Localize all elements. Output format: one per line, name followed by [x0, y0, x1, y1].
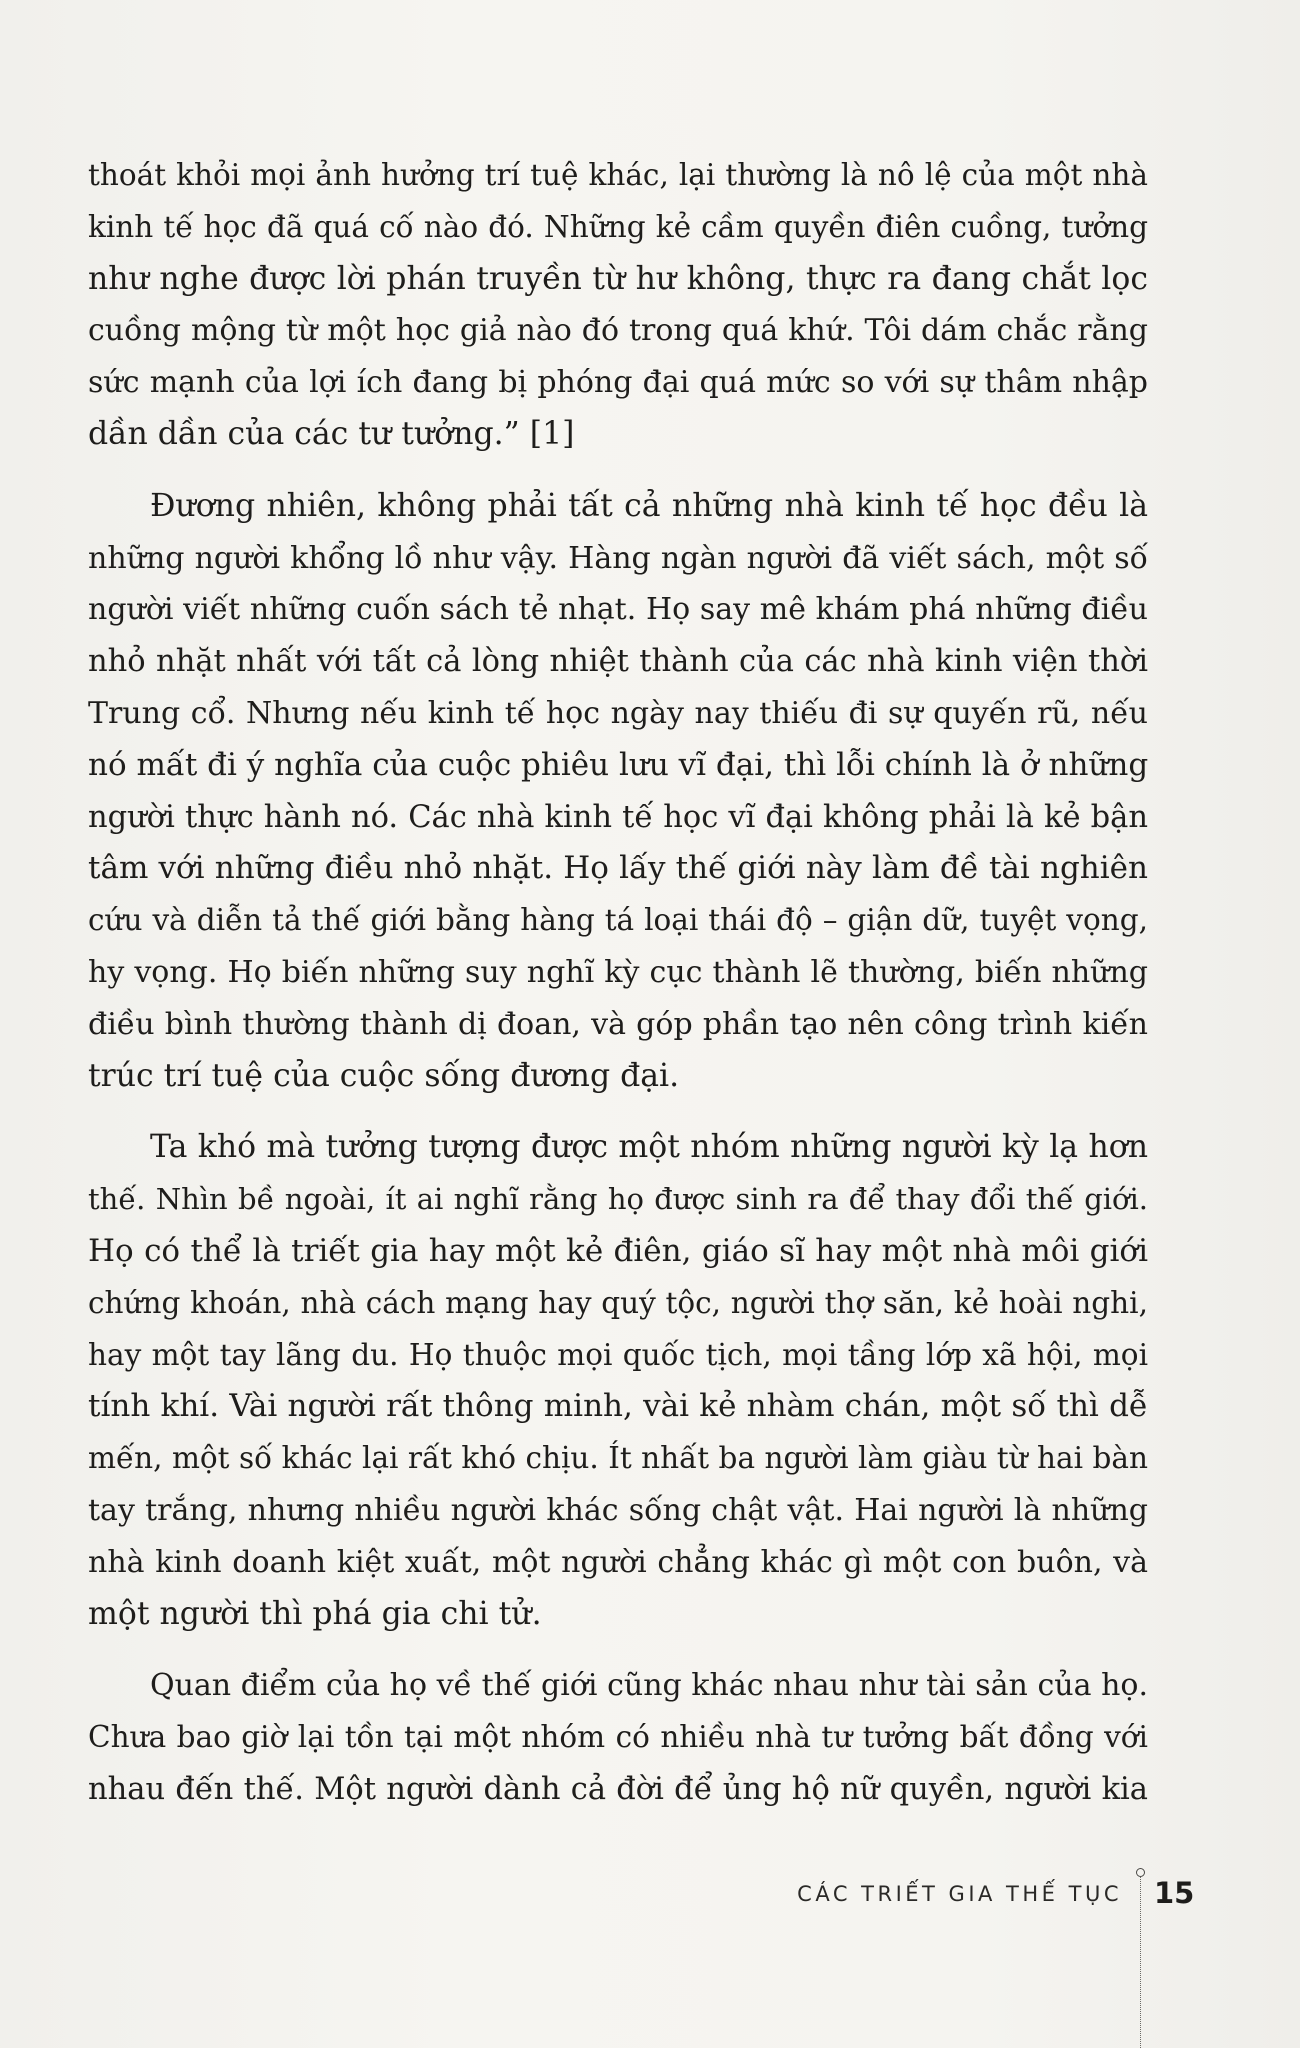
paragraph	[88, 481, 1148, 1103]
text-line: tính khí. Vài người rất thông minh, vài kẻ nhàm chán, một số thì dễ	[88, 1388, 1148, 1425]
text-line: người thực hành nó. Các nhà kinh tế học vĩ đại không phải là kẻ bận	[88, 799, 1148, 835]
body-text	[88, 150, 1148, 1836]
paragraph	[88, 1660, 1148, 1815]
text-line: dần dần của các tư tưởng.” [1]	[88, 415, 575, 452]
text-line: thoát khỏi mọi ảnh hưởng trí tuệ khác, lại thường là nô lệ của một nhà	[88, 158, 1148, 192]
text-line: nhỏ nhặt nhất với tất cả lòng nhiệt thành của các nhà kinh viện thời	[88, 644, 1148, 680]
text-line: Trung cổ. Nhưng nếu kinh tế học ngày nay thiếu đi sự quyến rũ, nếu	[88, 695, 1148, 731]
text-line: nhau đến thế. Một người dành cả đời để ủng hộ nữ quyền, người kia	[88, 1771, 1148, 1807]
text-line: điều bình thường thành dị đoan, và góp phần tạo nên công trình kiến	[88, 1006, 1148, 1042]
text-line: một người thì phá gia chi tử.	[88, 1595, 542, 1632]
text-line: tâm với những điều nhỏ nhặt. Họ lấy thế giới này làm đề tài nghiên	[88, 850, 1148, 887]
page-footer	[0, 1868, 1300, 1928]
text-line: những người khổng lồ như vậy. Hàng ngàn người đã viết sách, một số	[88, 540, 1148, 576]
text-line: tay trắng, nhưng nhiều người khác sống chật vật. Hai người là những	[88, 1492, 1148, 1528]
paragraph	[88, 150, 1148, 461]
text-line: kinh tế học đã quá cố nào đó. Những kẻ cầm quyền điên cuồng, tưởng	[88, 209, 1148, 244]
text-line: Chưa bao giờ lại tồn tại một nhóm có nhiều nhà tư tưởng bất đồng với	[88, 1720, 1148, 1755]
text-line: thế. Nhìn bề ngoài, ít ai nghĩ rằng họ được sinh ra để thay đổi thế giới.	[88, 1182, 1148, 1217]
text-line: mến, một số khác lại rất khó chịu. Ít nhất ba người làm giàu từ hai bàn	[88, 1441, 1148, 1476]
folio-divider	[1140, 1874, 1141, 2048]
text-line: hy vọng. Họ biến những suy nghĩ kỳ cục thành lẽ thường, biến những	[88, 954, 1148, 990]
text-line: cứu và diễn tả thế giới bằng hàng tá loại thái độ – giận dữ, tuyệt vọng,	[88, 903, 1148, 938]
text-line: cuồng mộng từ một học giả nào đó trong quá khứ. Tôi dám chắc rằng	[88, 313, 1148, 349]
text-line: hay một tay lãng du. Họ thuộc mọi quốc tịch, mọi tầng lớp xã hội, mọi	[88, 1337, 1148, 1372]
text-line: sức mạnh của lợi ích đang bị phóng đại quá mức so với sự thâm nhập	[88, 365, 1148, 401]
text-line: nhà kinh doanh kiệt xuất, một người chẳng khác gì một con buôn, và	[88, 1544, 1148, 1580]
folio-dot-icon	[1136, 1868, 1145, 1877]
page-number: 15	[1154, 1876, 1195, 1910]
text-line: người viết những cuốn sách tẻ nhạt. Họ say mê khám phá những điều	[88, 592, 1148, 628]
text-line: Quan điểm của họ về thế giới cũng khác nhau như tài sản của họ.	[150, 1668, 1148, 1704]
text-line: Đương nhiên, không phải tất cả những nhà kinh tế học đều là	[150, 487, 1148, 524]
text-line: Họ có thể là triết gia hay một kẻ điên, giáo sĩ hay một nhà môi giới	[88, 1232, 1148, 1269]
running-title: CÁC TRIẾT GIA THẾ TỤC	[797, 1882, 1122, 1906]
text-line: chứng khoán, nhà cách mạng hay quý tộc, người thợ săn, kẻ hoài nghi,	[88, 1285, 1148, 1320]
text-line: nó mất đi ý nghĩa của cuộc phiêu lưu vĩ đại, thì lỗi chính là ở những	[88, 746, 1149, 783]
paragraph	[88, 1122, 1148, 1640]
text-line: trúc trí tuệ của cuộc sống đương đại.	[88, 1057, 680, 1094]
text-line: Ta khó mà tưởng tượng được một nhóm những người kỳ lạ hơn	[150, 1129, 1148, 1166]
text-line: như nghe được lời phán truyền từ hư không, thực ra đang chắt lọc	[88, 260, 1148, 297]
